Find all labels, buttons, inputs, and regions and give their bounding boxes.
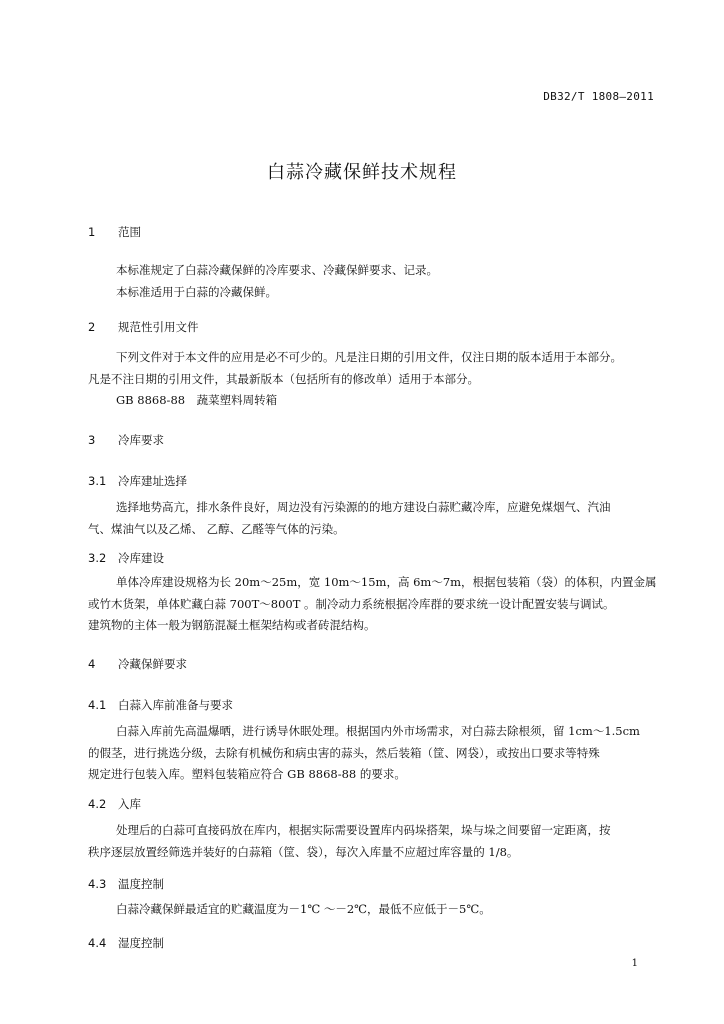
section-number: 3 [88, 433, 96, 447]
paragraph-line: 单体冷库建设规格为长 20m～25m，宽 10m～15m，高 6m～7m，根据包装箱（袋）的体积，内置金属 [116, 575, 657, 589]
section-heading-2 [88, 319, 199, 335]
paragraph-line: 白蒜冷藏保鲜最适宜的贮藏温度为－1℃ ～－2℃，最低不应低于－5℃。 [116, 902, 491, 916]
paragraph-line: 或竹木货架，单体贮藏白蒜 700T～800T 。制冷动力系统根据冷库群的要求统一设计配置安装与调试。 [88, 596, 615, 611]
normative-reference: GB 8868-88 蔬菜塑料周转箱 [116, 393, 278, 407]
page-number: 1 [631, 958, 638, 969]
standard-number: DB32/T 1808—2011 [543, 90, 654, 103]
section-number: 4.1 [88, 698, 107, 712]
section-4-2-text [88, 820, 660, 863]
paragraph-line: 白蒜入库前先高温爆晒，进行诱导休眠处理。根据国内外市场需求，对白蒜去除根须，留 1cm～1.5cm [116, 724, 640, 738]
section-number: 4.4 [88, 936, 107, 950]
section-number: 4.2 [88, 797, 107, 811]
section-1-text [88, 260, 660, 303]
section-title: 湿度控制 [118, 936, 164, 950]
paragraph-line: 凡是不注日期的引用文件，其最新版本（包括所有的修改单）适用于本部分。 [88, 371, 479, 386]
section-heading-4 [88, 656, 187, 672]
paragraph-line: 下列文件对于本文件的应用是必不可少的。凡是注日期的引用文件，仅注日期的版本适用于本部分。 [116, 350, 622, 364]
document-title: 白蒜冷藏保鲜技术规程 [267, 162, 457, 183]
section-title: 规范性引用文件 [118, 320, 199, 334]
section-3-1-text [88, 497, 660, 540]
section-title: 白蒜入库前准备与要求 [118, 698, 233, 712]
section-heading-3 [88, 432, 164, 448]
section-heading-4-4 [88, 935, 164, 951]
paragraph-line: 本标准适用于白蒜的冷藏保鲜。 [116, 284, 277, 299]
paragraph-line: 秩序逐层放置经筛选并装好的白蒜箱（筐、袋），每次入库量不应超过库容量的 1/8。 [88, 844, 519, 859]
section-title: 冷库要求 [118, 433, 164, 447]
section-4-3-text [88, 899, 660, 921]
paragraph-line: 本标准规定了白蒜冷藏保鲜的冷库要求、冷藏保鲜要求、记录。 [116, 263, 438, 277]
section-heading-4-2 [88, 796, 141, 812]
section-heading-3-2 [88, 550, 164, 566]
paragraph-line: 处理后的白蒜可直接码放在库内，根据实际需要设置库内码垛搭架，垛与垛之间要留一定距离，按 [116, 823, 611, 837]
paragraph-line: 建筑物的主体一般为钢筋混凝土框架结构或者砖混结构。 [88, 618, 376, 632]
section-number: 4.3 [88, 877, 107, 891]
section-number: 4 [88, 657, 96, 671]
section-number: 2 [88, 320, 96, 334]
section-number: 1 [88, 225, 96, 239]
section-title: 冷藏保鲜要求 [118, 657, 187, 671]
paragraph-line: 的假茎，进行挑选分级，去除有机械伤和病虫害的蒜头，然后装箱（筐、网袋），或按出口要求等特殊 [88, 745, 600, 760]
section-3-2-text [88, 572, 660, 637]
section-title: 入库 [118, 797, 141, 811]
section-heading-1 [88, 224, 141, 240]
paragraph-line: 选择地势高亢，排水条件良好，周边没有污染源的的地方建设白蒜贮藏冷库，应避免煤烟气、汽油 [116, 500, 611, 514]
section-heading-4-1 [88, 697, 233, 713]
paragraph-line: 气、煤油气以及乙烯、 乙醇、乙醛等气体的污染。 [88, 521, 345, 536]
section-title: 温度控制 [118, 877, 164, 891]
section-4-1-text [88, 721, 660, 786]
section-2-text [88, 347, 660, 412]
section-title: 冷库建设 [118, 551, 164, 565]
section-number: 3.2 [88, 551, 107, 565]
section-title: 冷库建址选择 [118, 474, 187, 488]
section-number: 3.1 [88, 474, 107, 488]
paragraph-line: 规定进行包装入库。塑料包装箱应符合 GB 8868-88 的要求。 [88, 767, 406, 781]
section-title: 范围 [118, 225, 141, 239]
section-heading-3-1 [88, 473, 187, 489]
section-heading-4-3 [88, 876, 164, 892]
